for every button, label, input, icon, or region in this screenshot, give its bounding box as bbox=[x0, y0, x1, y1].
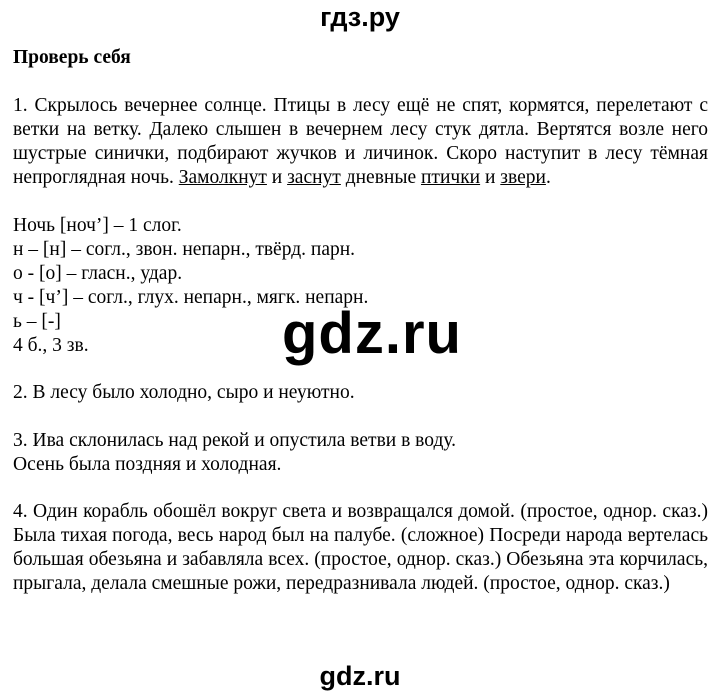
underlined-word-zveri: звери bbox=[500, 167, 546, 188]
analysis-line: ь – [-] bbox=[13, 311, 61, 332]
analysis-line: ч - [ч’] – согл., глух. непарн., мягк. непарн. bbox=[13, 287, 369, 308]
sentence-end: . bbox=[545, 167, 551, 188]
task-4-paragraph bbox=[13, 500, 708, 596]
analysis-line: Ночь [ноч’] – 1 слог. bbox=[13, 215, 182, 236]
word-dnevnye: дневные bbox=[345, 167, 417, 188]
task-1-text: 1. Скрылось вечернее солнце. Птицы в лесу ещё не спят, кормятся, перелетают с ветки на ветку. Далеко слышен в вечернем лесу стук дятла. Вертятся возле него шустрые синички, подбирают жучков и личинок. Скоро наступит в лесу тёмная непроглядная ночь. bbox=[13, 95, 708, 188]
section-title: Проверь себя bbox=[13, 47, 131, 68]
analysis-line: н – [н] – согл., звон. непарн., твёрд. парн. bbox=[13, 239, 356, 260]
underlined-word-zasnut: заснут bbox=[287, 167, 341, 188]
analysis-line: 4 б., 3 зв. bbox=[13, 335, 89, 356]
analysis-line: о - [о] – гласн., удар. bbox=[13, 263, 183, 284]
task-4-text: 4. Один корабль обошёл вокруг света и возвращался домой. (простое, однор. сказ.) Была тихая погода, весь народ был на палубе. (сложное) Посреди народа вертелась большая обезьяна и забавляла всех. (простое, однор. сказ.) Обезьяна эта корчилась, прыгала, делала смешные рожи, передразнивала людей. (простое, однор. сказ.) bbox=[13, 501, 708, 594]
task-3-line-1: 3. Ива склонилась над рекой и опустила ветви в воду. bbox=[13, 430, 457, 451]
task-2-text: 2. В лесу было холодно, сыро и неуютно. bbox=[13, 382, 355, 403]
watermark-middle: gdz.ru bbox=[282, 301, 462, 366]
conjunction: и bbox=[484, 167, 496, 188]
watermark-top: гдз.ру bbox=[320, 2, 400, 32]
conjunction: и bbox=[271, 167, 283, 188]
task-2 bbox=[13, 381, 708, 405]
underlined-word-ptichki: птички bbox=[421, 167, 481, 188]
task-1-paragraph bbox=[13, 94, 708, 190]
underlined-word-zamolknut: Замолкнут bbox=[178, 167, 267, 188]
task-3-line-2: Осень была поздняя и холодная. bbox=[13, 454, 282, 475]
watermark-bottom: gdz.ru bbox=[319, 661, 401, 691]
task-3 bbox=[13, 429, 708, 477]
